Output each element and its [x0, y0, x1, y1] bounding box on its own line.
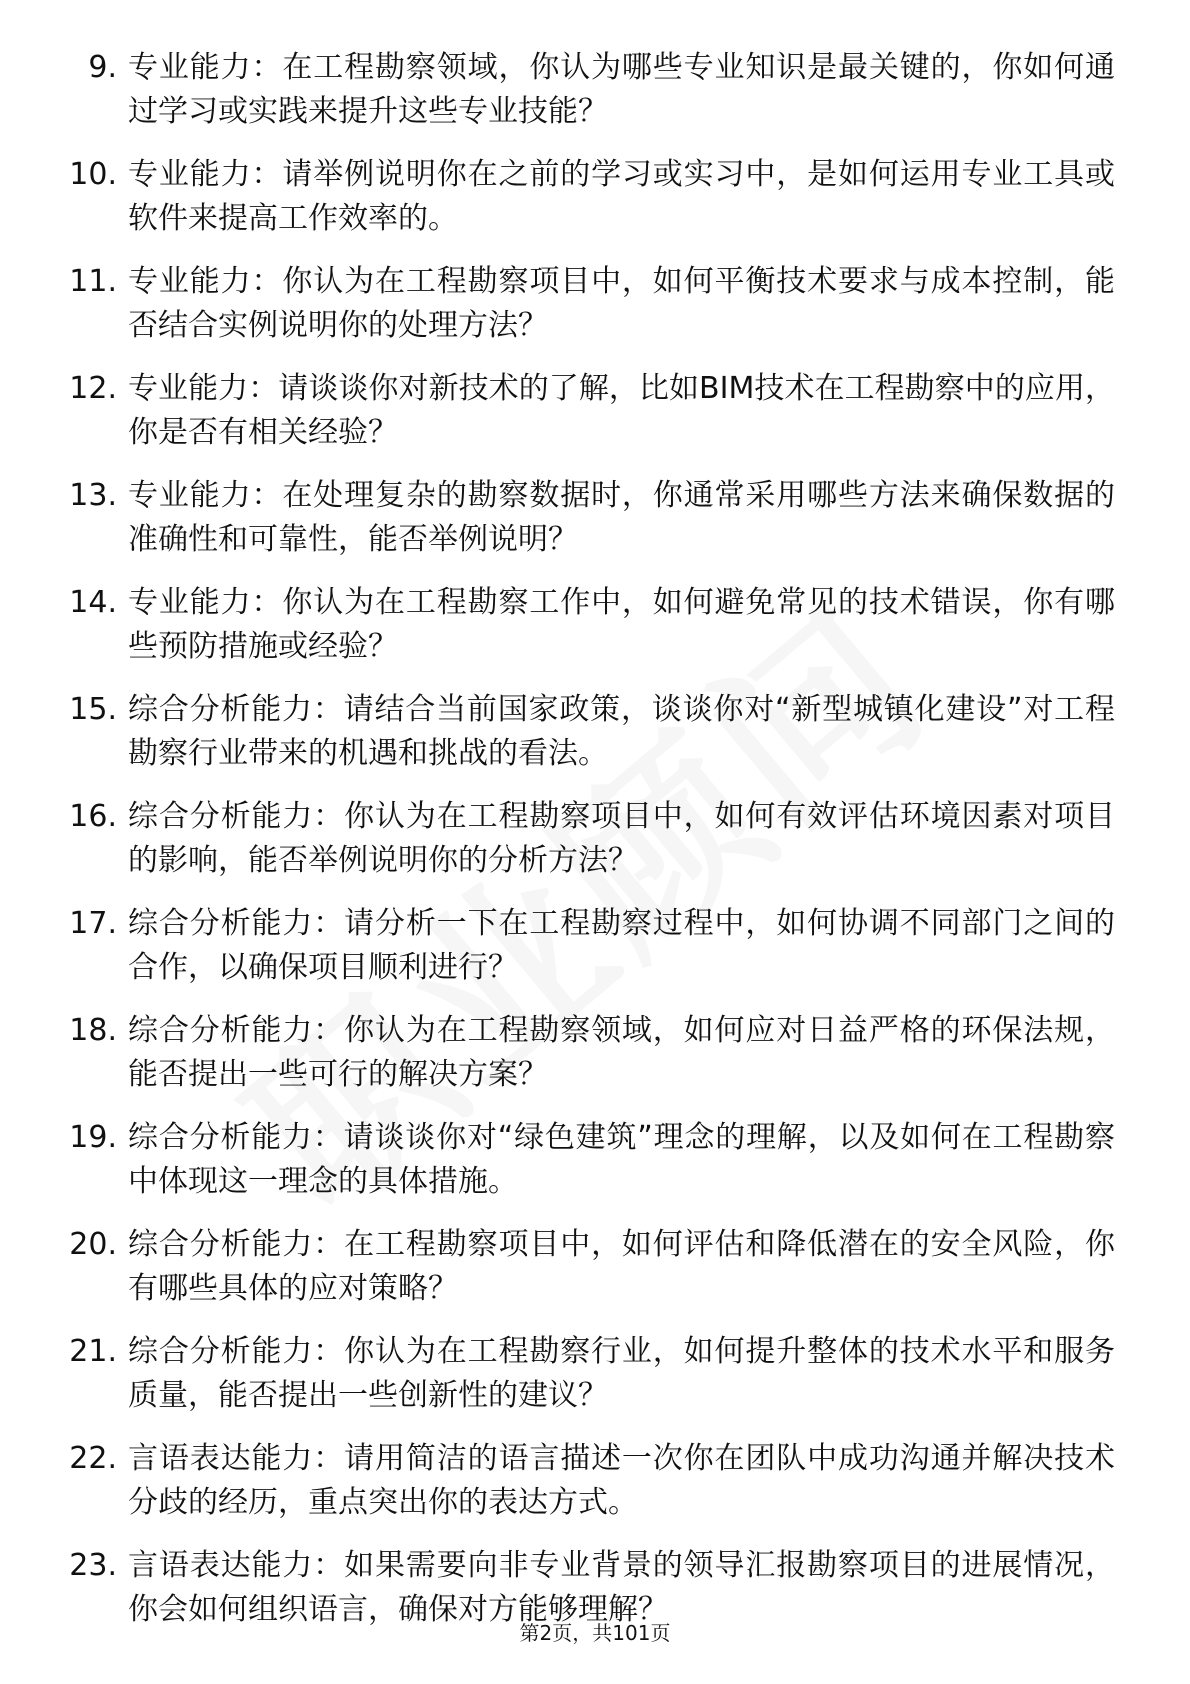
page-number-label: 第2页，共101页 [519, 1621, 671, 1645]
question-text: 言语表达能力：请用简洁的语言描述一次你在团队中成功沟通并解决技术分歧的经历，重点突出你的表达方式。 [128, 1441, 1115, 1520]
question-item [55, 46, 1115, 153]
question-number: 9. [88, 50, 117, 85]
question-number: 21. [69, 1334, 117, 1369]
question-number: 15. [69, 692, 117, 727]
question-text: 综合分析能力：请结合当前国家政策，谈谈你对“新型城镇化建设”对工程勘察行业带来的机遇和挑战的看法。 [128, 692, 1115, 771]
question-number: 13. [69, 478, 117, 513]
question-text: 专业能力：在处理复杂的勘察数据时，你通常采用哪些方法来确保数据的准确性和可靠性，能否举例说明？ [128, 478, 1115, 557]
question-item [55, 153, 1115, 260]
question-item [55, 581, 1115, 688]
question-text: 专业能力：你认为在工程勘察项目中，如何平衡技术要求与成本控制，能否结合实例说明你的处理方法？ [128, 264, 1115, 343]
question-item [55, 688, 1115, 795]
question-number: 18. [69, 1013, 117, 1048]
question-text: 综合分析能力：你认为在工程勘察领域，如何应对日益严格的环保法规，能否提出一些可行的解决方案？ [128, 1013, 1115, 1092]
question-number: 16. [69, 799, 117, 834]
question-text: 专业能力：请谈谈你对新技术的了解，比如BIM技术在工程勘察中的应用，你是否有相关经验？ [128, 371, 1115, 450]
question-number: 10. [69, 157, 117, 192]
question-number: 22. [69, 1441, 117, 1476]
question-text: 综合分析能力：你认为在工程勘察项目中，如何有效评估环境因素对项目的影响，能否举例说明你的分析方法？ [128, 799, 1115, 878]
question-number: 20. [69, 1227, 117, 1262]
question-number: 14. [69, 585, 117, 620]
page-footer [0, 1618, 1190, 1648]
question-item [55, 902, 1115, 1009]
question-text: 言语表达能力：如果需要向非专业背景的领导汇报勘察项目的进展情况，你会如何组织语言，确保对方能够理解？ [128, 1548, 1115, 1627]
question-number: 11. [69, 264, 117, 299]
question-text: 综合分析能力：请分析一下在工程勘察过程中，如何协调不同部门之间的合作，以确保项目顺利进行？ [128, 906, 1115, 985]
question-number: 12. [69, 371, 117, 406]
question-text: 专业能力：你认为在工程勘察工作中，如何避免常见的技术错误，你有哪些预防措施或经验？ [128, 585, 1115, 664]
question-item [55, 1330, 1115, 1437]
question-item [55, 474, 1115, 581]
question-text: 综合分析能力：你认为在工程勘察行业，如何提升整体的技术水平和服务质量，能否提出一些创新性的建议？ [128, 1334, 1115, 1413]
question-number: 17. [69, 906, 117, 941]
question-item [55, 1009, 1115, 1116]
question-item [55, 260, 1115, 367]
question-item [55, 1116, 1115, 1223]
question-list [55, 46, 1115, 1651]
question-text: 专业能力：请举例说明你在之前的学习或实习中，是如何运用专业工具或软件来提高工作效率的。 [128, 157, 1115, 236]
question-number: 23. [69, 1548, 117, 1583]
question-text: 综合分析能力：在工程勘察项目中，如何评估和降低潜在的安全风险，你有哪些具体的应对策略？ [128, 1227, 1115, 1306]
question-item [55, 1223, 1115, 1330]
question-item [55, 1437, 1115, 1544]
question-text: 综合分析能力：请谈谈你对“绿色建筑”理念的理解，以及如何在工程勘察中体现这一理念的具体措施。 [128, 1120, 1115, 1199]
question-text: 专业能力：在工程勘察领域，你认为哪些专业知识是最关键的，你如何通过学习或实践来提升这些专业技能？ [128, 50, 1115, 129]
question-item [55, 367, 1115, 474]
question-item [55, 795, 1115, 902]
question-number: 19. [69, 1120, 117, 1155]
